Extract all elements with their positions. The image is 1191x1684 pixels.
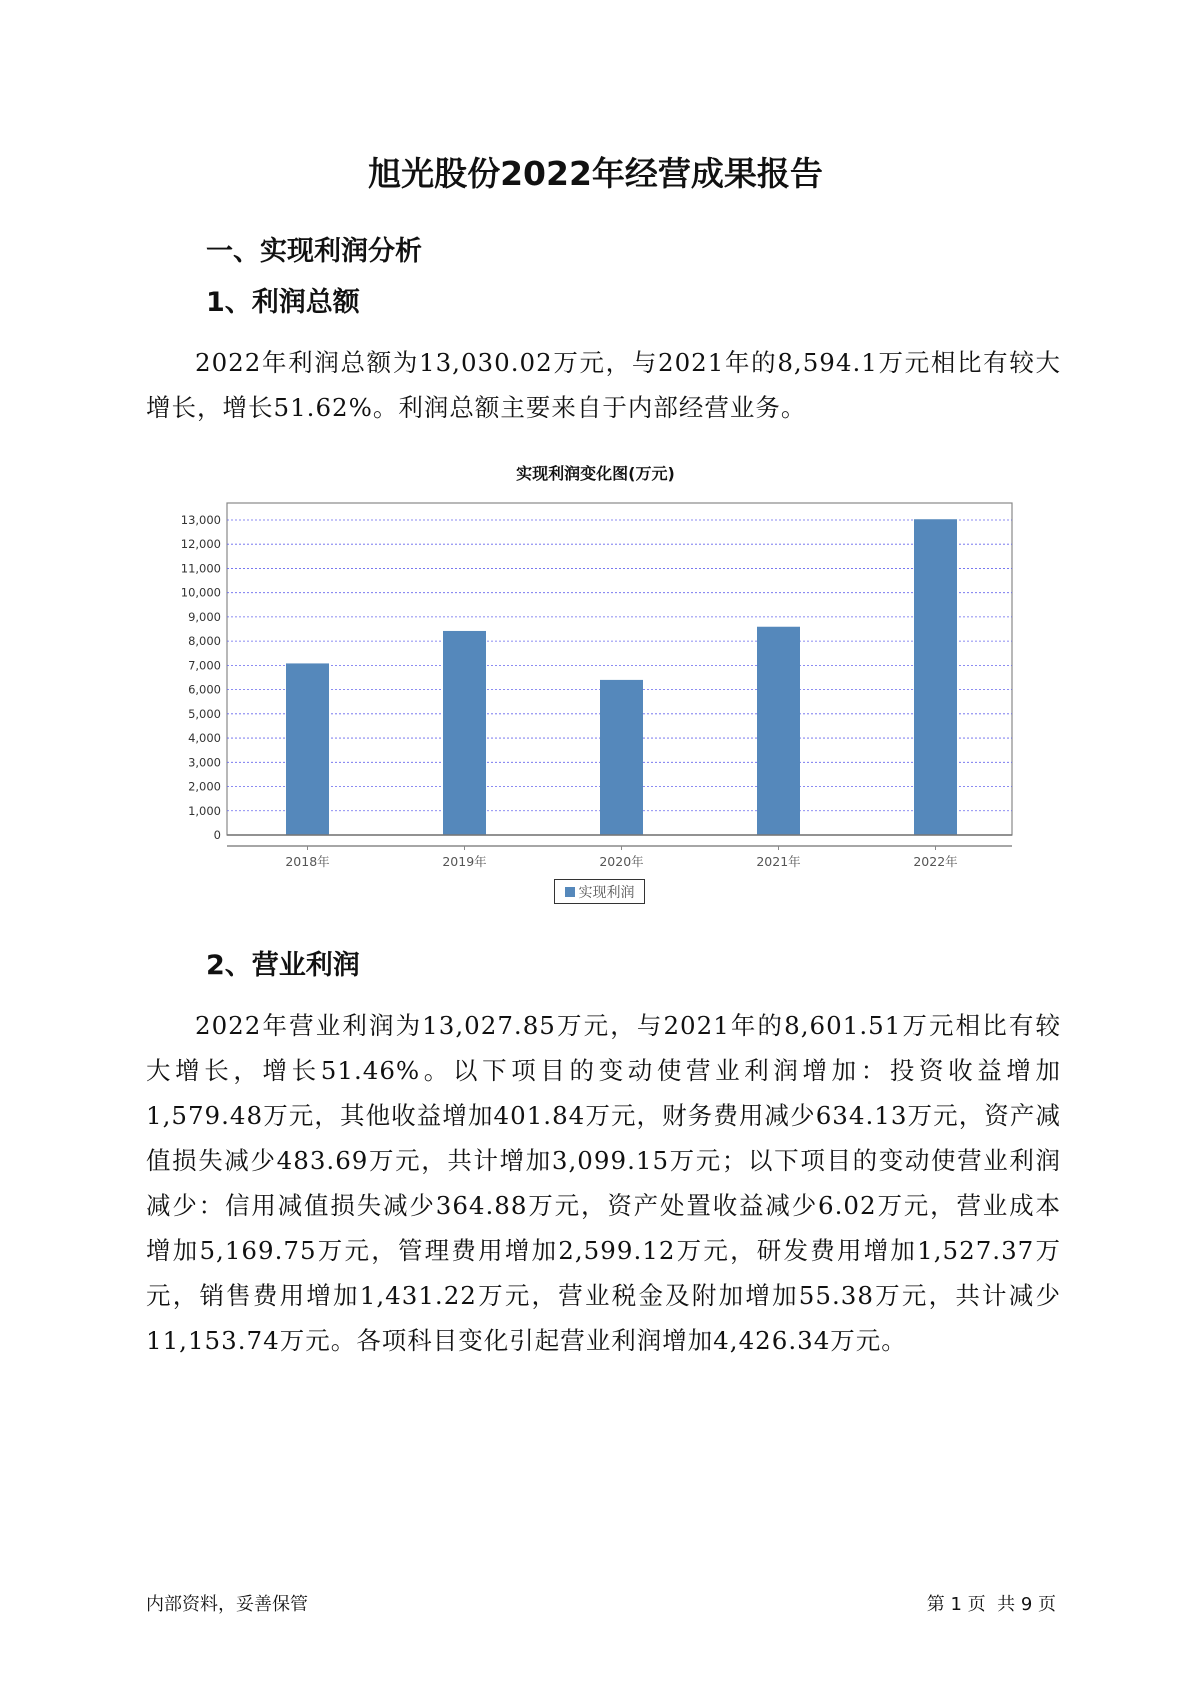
y-tick-label: 1,000 bbox=[188, 803, 221, 818]
x-tick-label: 2021年 bbox=[756, 854, 801, 869]
y-tick-label: 6,000 bbox=[188, 682, 221, 697]
footer-page-number: 第 1 页 共 9 页 bbox=[926, 1594, 1056, 1615]
y-tick-label: 13,000 bbox=[180, 512, 221, 527]
y-tick-label: 5,000 bbox=[188, 706, 221, 721]
x-tick-label: 2018年 bbox=[285, 854, 330, 869]
bar-2019年 bbox=[443, 631, 486, 835]
y-tick-label: 0 bbox=[213, 828, 221, 842]
bar-2020年 bbox=[600, 680, 643, 835]
y-tick-label: 11,000 bbox=[180, 561, 221, 576]
y-tick-label: 7,000 bbox=[188, 658, 221, 673]
subheading-operating-profit: 2、营业利润 bbox=[206, 950, 360, 981]
report-title: 旭光股份2022年经营成果报告 bbox=[368, 154, 823, 193]
y-tick-label: 8,000 bbox=[188, 634, 221, 649]
subheading-total-profit: 1、利润总额 bbox=[206, 287, 360, 318]
y-tick-label: 4,000 bbox=[188, 731, 221, 746]
x-tick-label: 2019年 bbox=[442, 854, 487, 869]
legend-swatch bbox=[565, 887, 575, 897]
chart-title: 实现利润变化图(万元) bbox=[516, 464, 675, 483]
legend-label: 实现利润 bbox=[578, 884, 635, 901]
x-tick-label: 2022年 bbox=[913, 854, 958, 869]
paragraph-operating-profit: 2022年营业利润为13,027.85万元，与2021年的8,601.51万元相比有较大增长，增长51.46%。以下项目的变动使营业利润增加：投资收益增加1,579.48万元，其他收益增加401.84万元，财务费用减少634.13万元，资产减值损失减少483.69万元，共计增加3,099.15万元；以下项目的变动使营业利润减少：信用减值损失减少364.88万元，资产处置收益减少6.02万元，营业成本增加5,169.75万元，管理费用增加2,599.12万元，研发费用增加1,527.37万元，销售费用增加1,431.22万元，营业税金及附加增加55.38万元，共计减少11,153.74万元。各项科目变化引起营业利润增加4,426.34万元。 bbox=[146, 1011, 1061, 1355]
chart-legend bbox=[554, 879, 645, 904]
bar-2022年 bbox=[914, 519, 957, 835]
paragraph-total-profit: 2022年利润总额为13,030.02万元，与2021年的8,594.1万元相比有较大增长，增长51.62%。利润总额主要来自于内部经营业务。 bbox=[146, 348, 1061, 422]
y-tick-label: 3,000 bbox=[188, 755, 221, 770]
y-tick-label: 10,000 bbox=[180, 585, 221, 600]
section-heading-profit-analysis: 一、实现利润分析 bbox=[206, 236, 422, 267]
y-tick-label: 2,000 bbox=[188, 779, 221, 794]
x-tick-label: 2020年 bbox=[599, 854, 644, 869]
bar-2021年 bbox=[757, 627, 800, 835]
y-tick-label: 9,000 bbox=[188, 609, 221, 624]
y-tick-label: 12,000 bbox=[180, 537, 221, 552]
footer-confidential: 内部资料，妥善保管 bbox=[146, 1594, 308, 1615]
bar-2018年 bbox=[286, 663, 329, 835]
